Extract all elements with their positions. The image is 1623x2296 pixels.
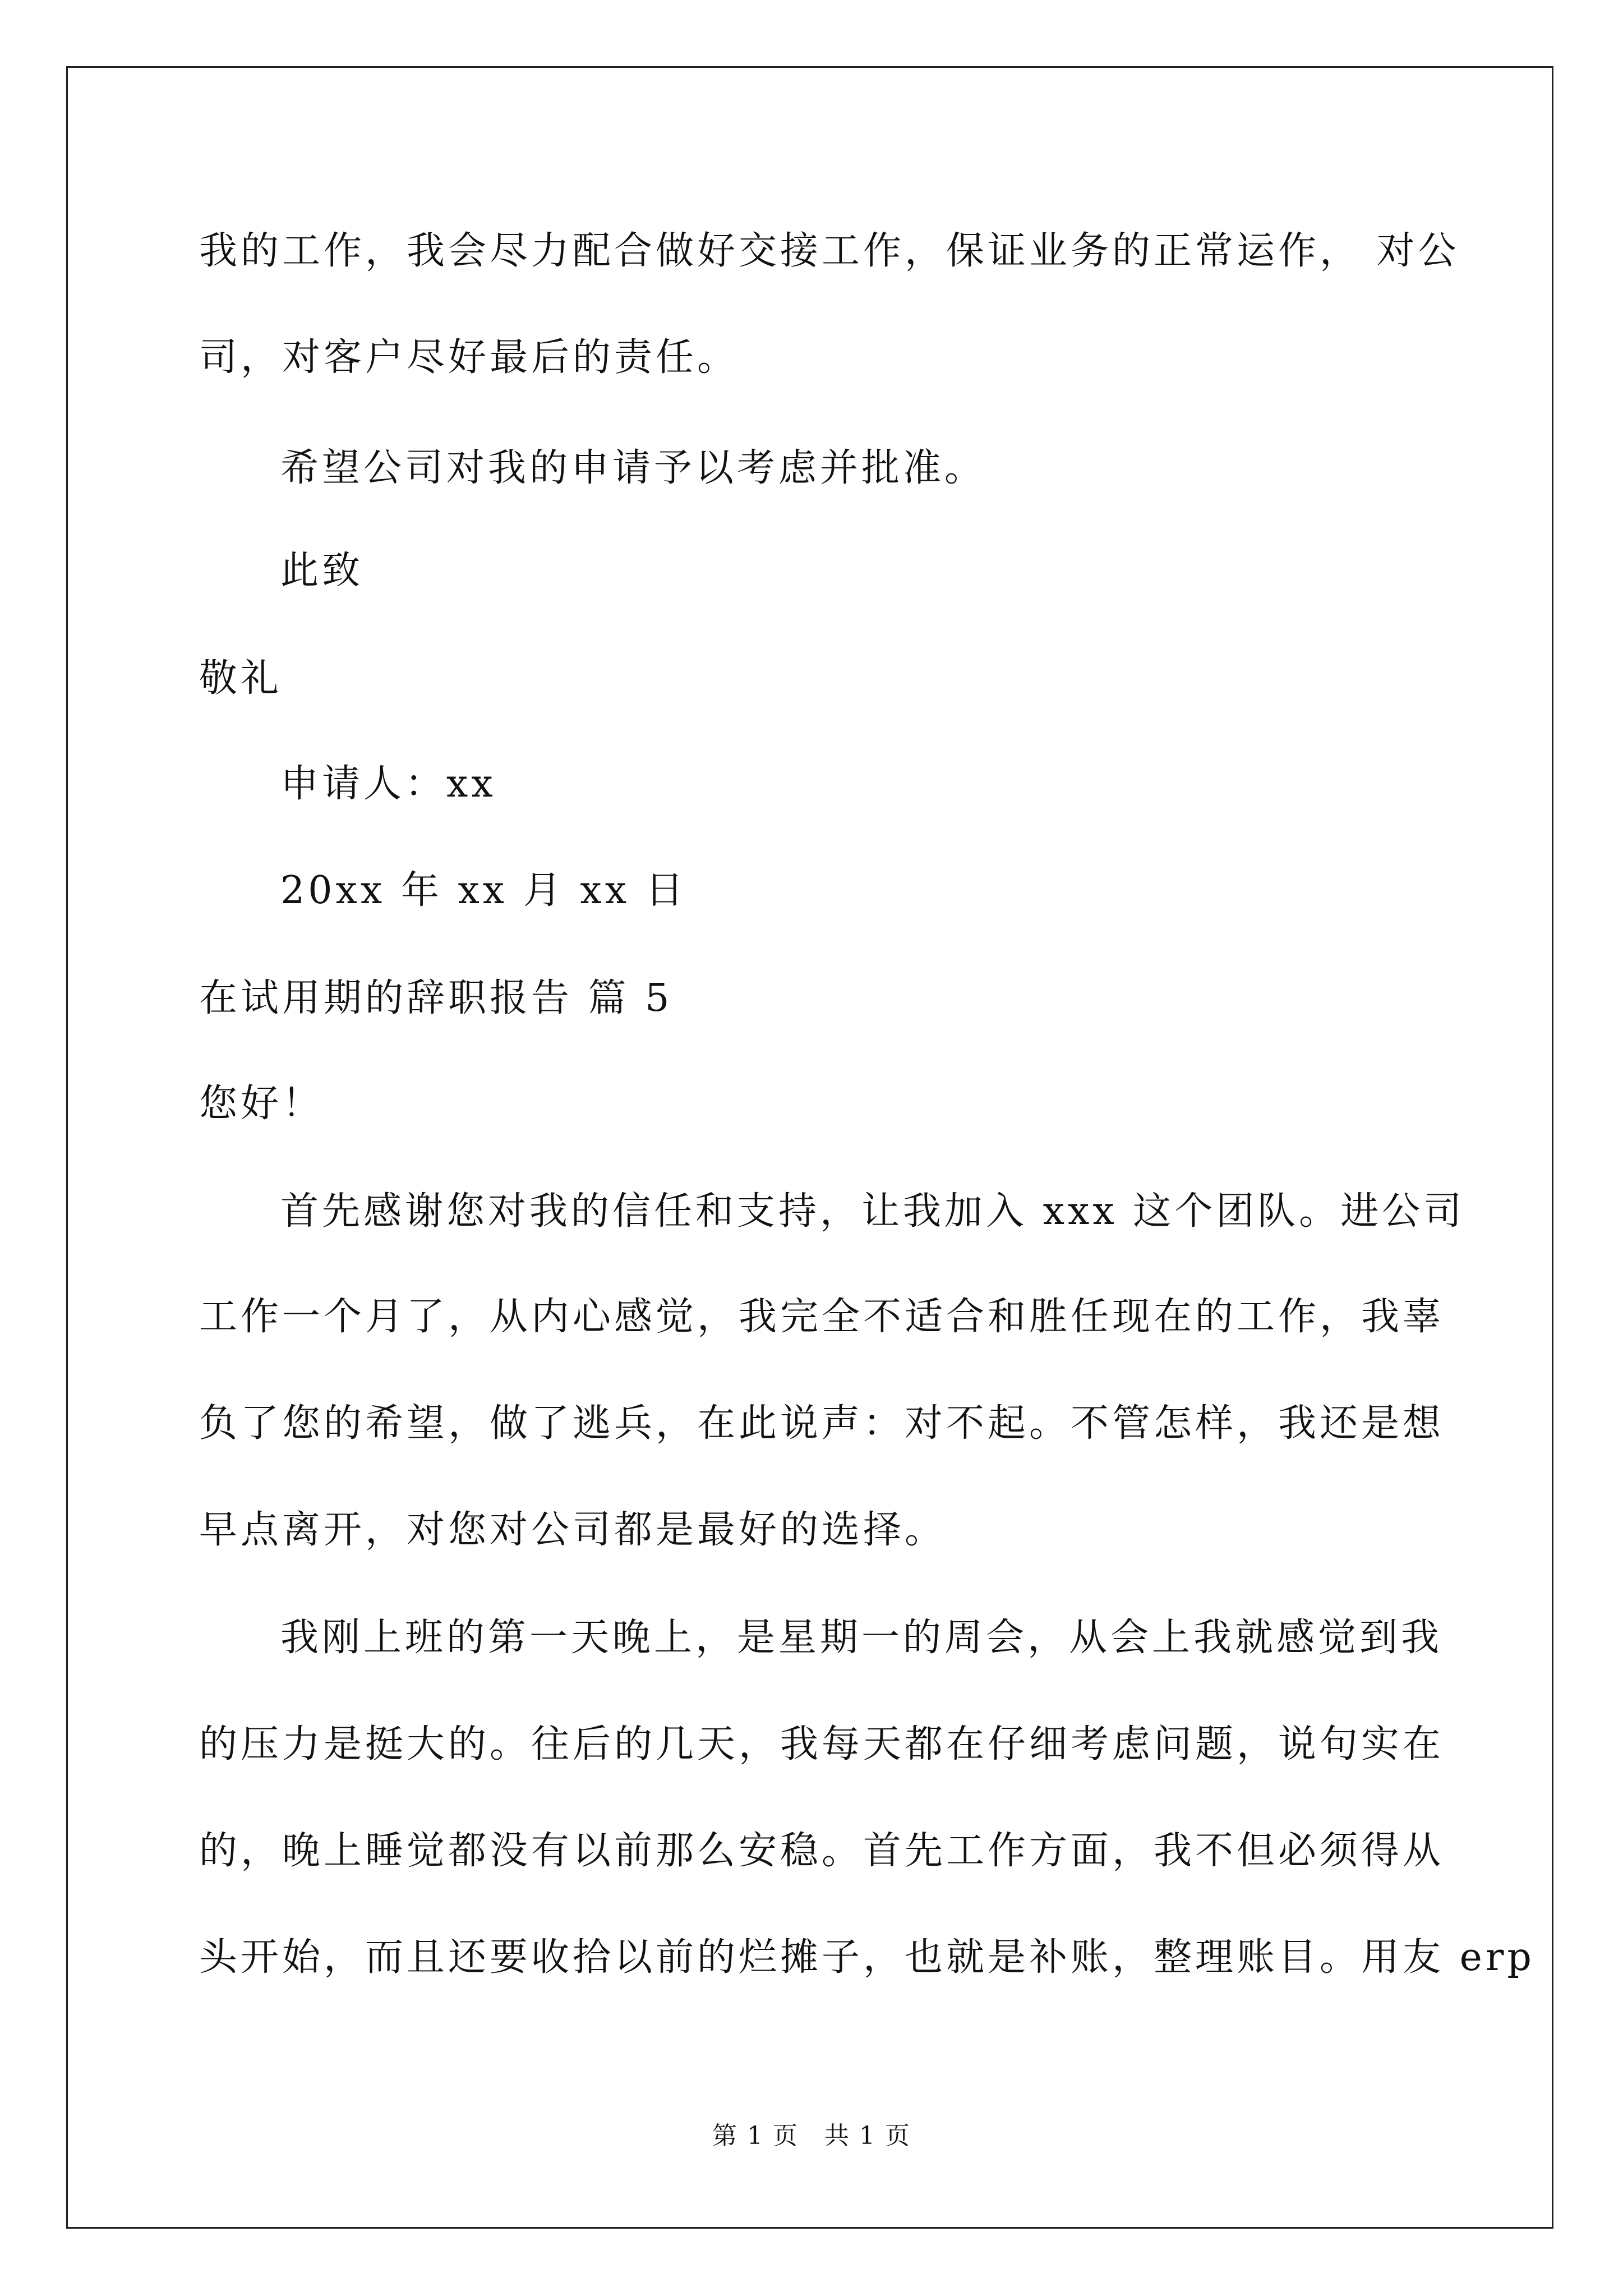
- body-line-7: 早点离开，对您对公司都是最好的选择。: [199, 1508, 947, 1552]
- greeting: 您好！: [199, 1082, 324, 1126]
- body-line-11: 头开始，而且还要收拾以前的烂摊子，也就是补账，整理账目。用友 erp: [199, 1935, 1535, 1980]
- section-heading: 在试用期的辞职报告 篇 5: [199, 976, 673, 1020]
- body-line-5: 工作一个月了，从内心感觉，我完全不适合和胜任现在的工作，我辜: [199, 1295, 1445, 1339]
- body-line-3: 希望公司对我的申请予以考虑并批准。: [280, 446, 986, 490]
- closing-respect: 敬礼: [199, 656, 283, 701]
- body-line-10: 的，晚上睡觉都没有以前那么安稳。首先工作方面，我不但必须得从: [199, 1829, 1445, 1873]
- applicant-line: 申请人：xx: [280, 762, 496, 806]
- body-line-9: 的压力是挺大的。往后的几天，我每天都在仔细考虑问题，说句实在: [199, 1722, 1445, 1766]
- body-line-4: 首先感谢您对我的信任和支持，让我加入 xxx 这个团队。进公司: [280, 1189, 1465, 1234]
- date-line: 20xx 年 xx 月 xx 日: [280, 868, 687, 913]
- body-line-2: 司，对客户尽好最后的责任。: [199, 335, 739, 380]
- body-line-1: 我的工作，我会尽力配合做好交接工作，保证业务的正常运作， 对公: [199, 229, 1460, 273]
- page-footer: 第 1 页 共 1 页: [712, 2122, 911, 2150]
- body-line-8: 我刚上班的第一天晚上，是星期一的周会，从会上我就感觉到我: [280, 1616, 1443, 1660]
- closing-salutation: 此致: [280, 549, 364, 593]
- body-line-6: 负了您的希望，做了逃兵，在此说声：对不起。不管怎样，我还是想: [199, 1401, 1445, 1446]
- page-border: [66, 66, 1553, 2229]
